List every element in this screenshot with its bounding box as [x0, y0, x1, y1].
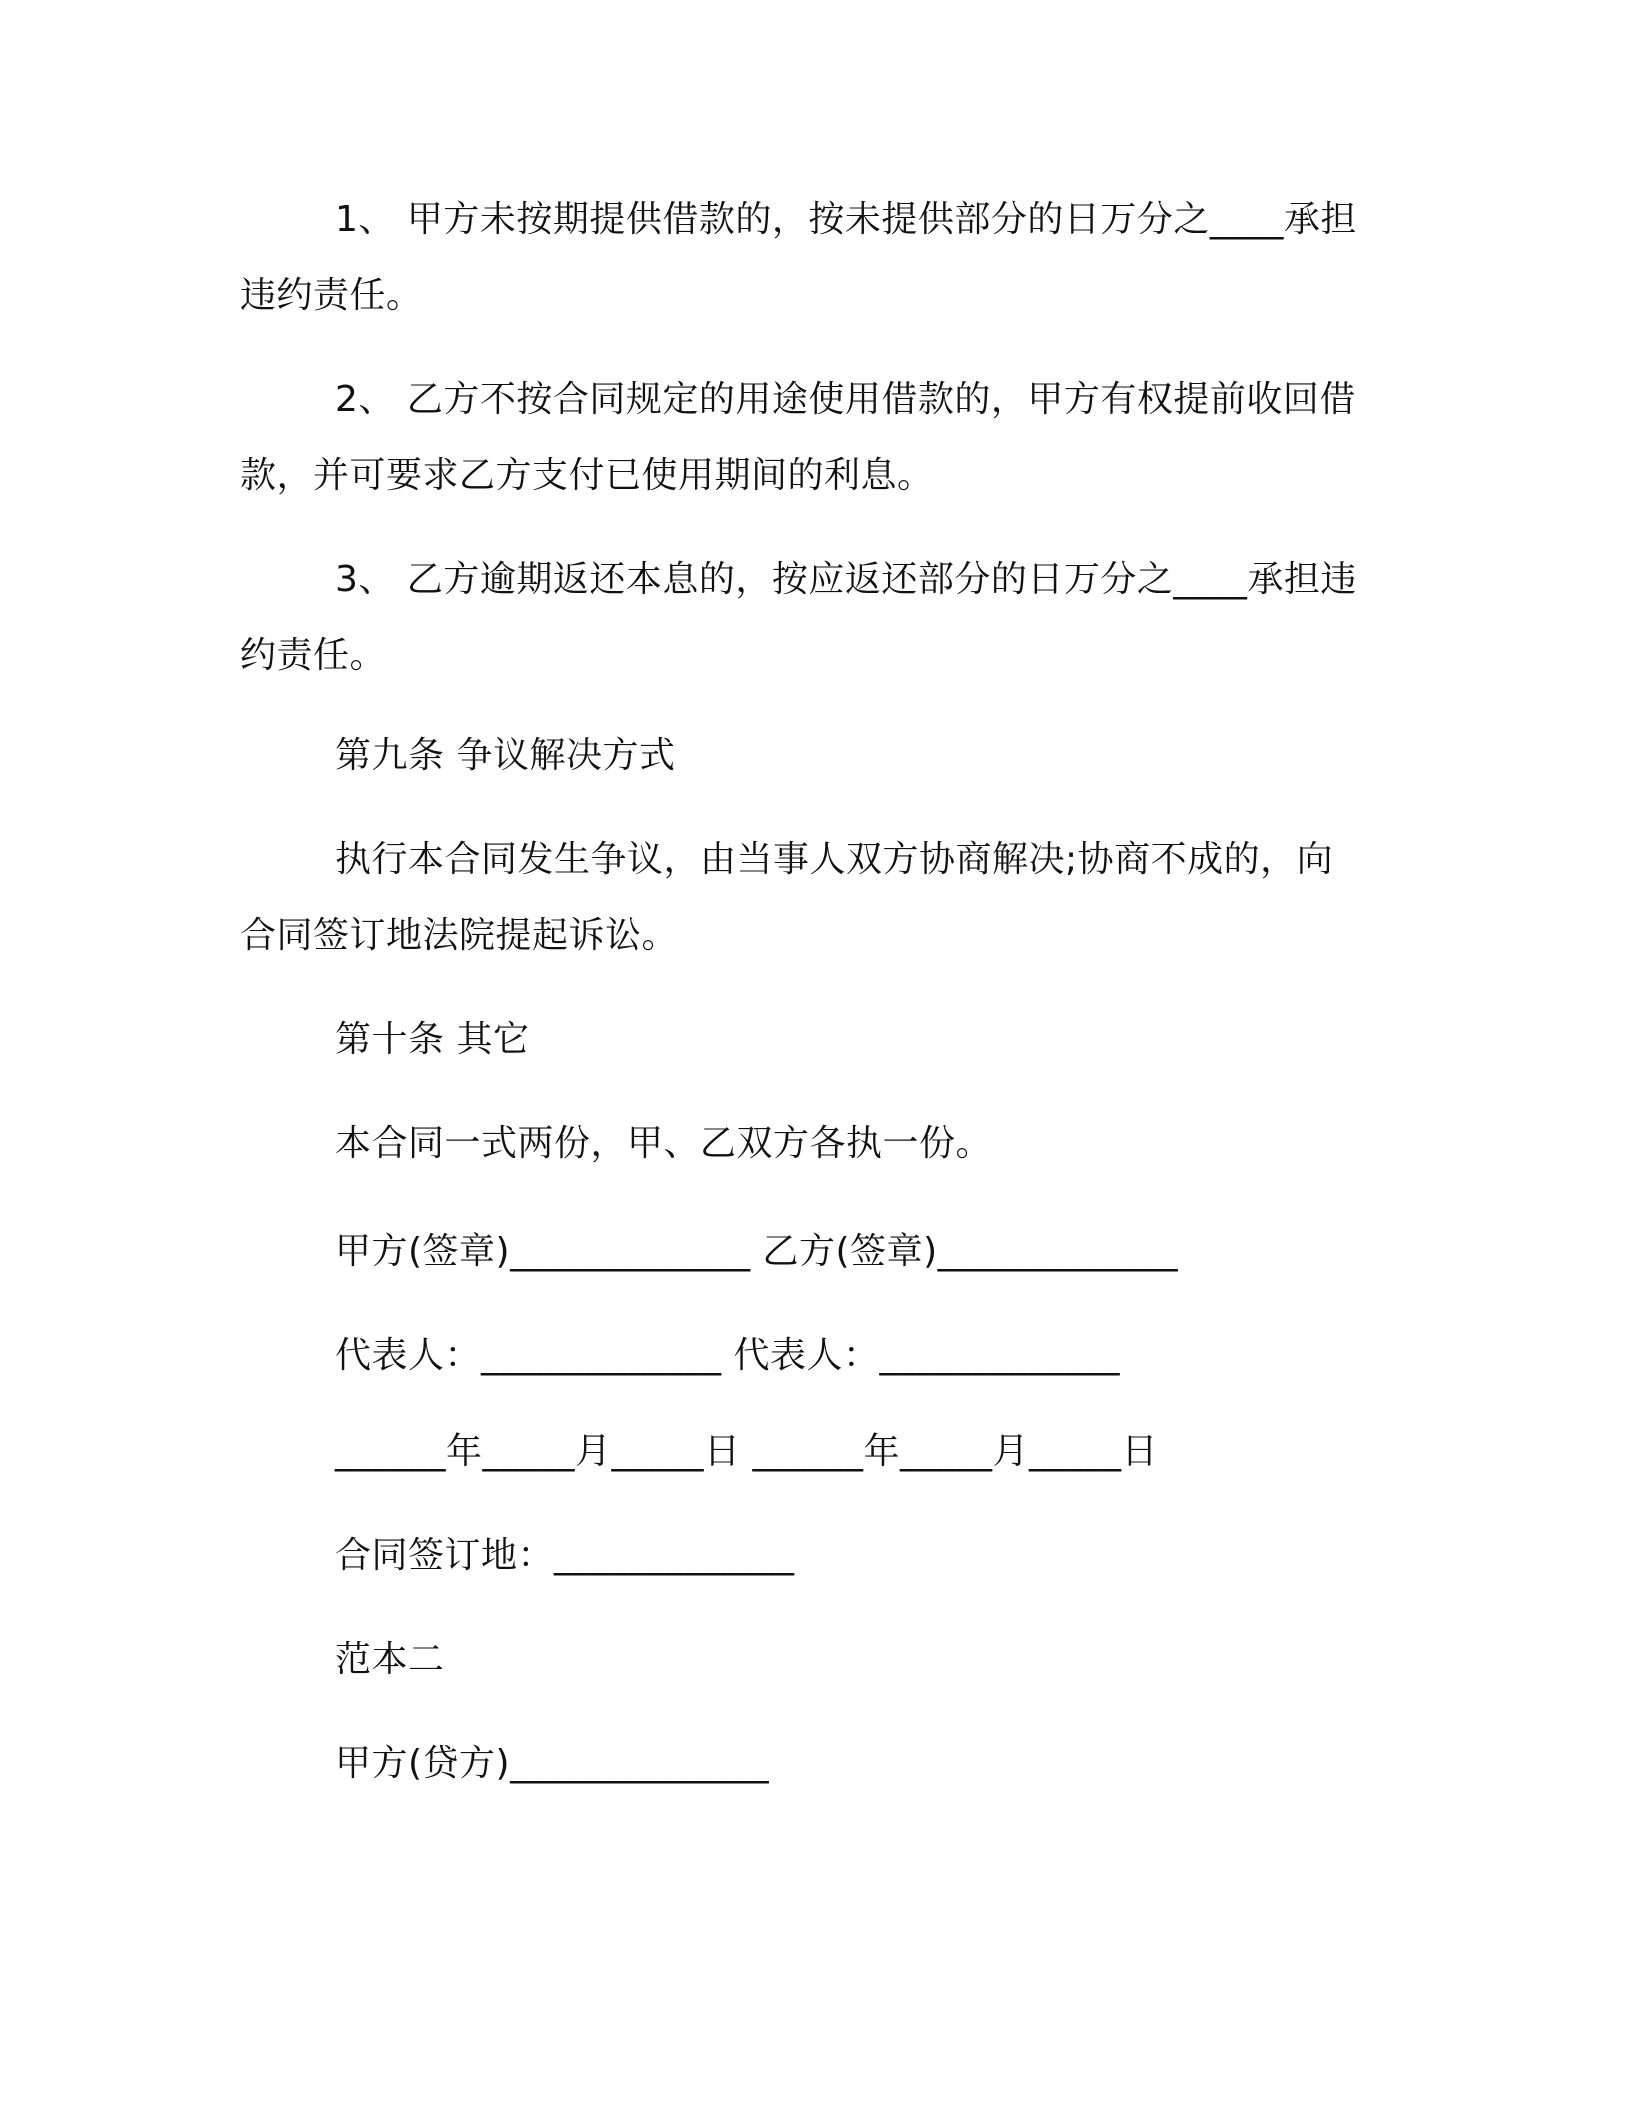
signature-place-line: 合同签订地：_____________ — [335, 1535, 795, 1576]
clause-2-line-1: 2、 乙方不按合同规定的用途使用借款的，甲方有权提前收回借 — [335, 379, 1356, 420]
article-10-body: 本合同一式两份，甲、乙双方各执一份。 — [335, 1123, 993, 1164]
clause-3-line-1: 3、 乙方逾期返还本息的，按应返还部分的日万分之____承担违 — [335, 559, 1357, 600]
clause-2-line-2: 款，并可要求乙方支付已使用期间的利息。 — [240, 455, 934, 496]
article-10-heading: 第十条 其它 — [335, 1019, 530, 1060]
signature-parties-line: 甲方(签章)_____________ 乙方(签章)_____________ — [335, 1231, 1179, 1272]
clause-1-line-1: 1、 甲方未按期提供借款的，按未提供部分的日万分之____承担 — [335, 199, 1357, 240]
article-9-body-line-1: 执行本合同发生争议，由当事人双方协商解决;协商不成的，向 — [335, 839, 1334, 880]
clause-1-line-2: 违约责任。 — [240, 275, 423, 316]
article-9-heading: 第九条 争议解决方式 — [335, 735, 676, 776]
signature-representatives-line: 代表人：_____________ 代表人：_____________ — [335, 1335, 1120, 1376]
signature-dates-line: ______年_____月_____日 ______年_____月_____日 — [335, 1431, 1158, 1472]
article-9-body-line-2: 合同签订地法院提起诉讼。 — [240, 915, 679, 956]
clause-3-line-2: 约责任。 — [240, 635, 387, 676]
template-2-lender-line: 甲方(贷方)______________ — [335, 1743, 770, 1784]
template-2-heading: 范本二 — [335, 1639, 445, 1680]
